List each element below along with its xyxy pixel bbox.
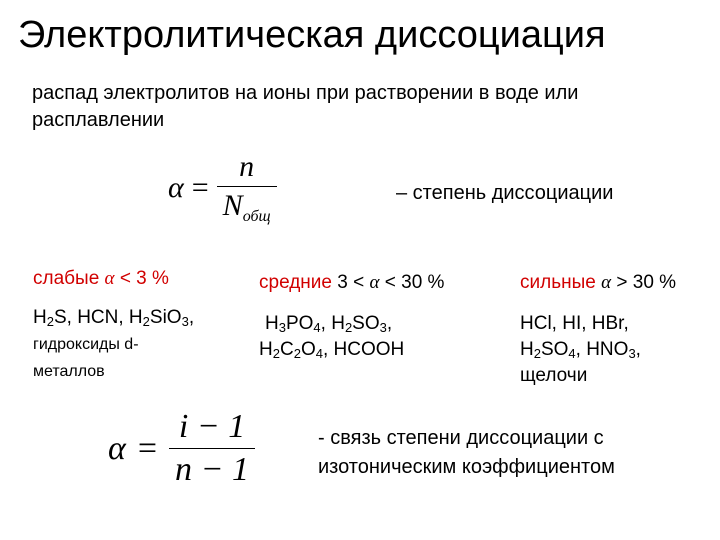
alpha-symbol: α bbox=[168, 171, 184, 204]
relation-text: - связь степени диссоциации с изотоническим коэффициентом bbox=[318, 427, 615, 478]
medium-examples bbox=[259, 311, 404, 363]
strong-examples bbox=[520, 311, 641, 389]
isotonic-formula bbox=[108, 408, 255, 489]
weak-metals: металлов bbox=[33, 363, 105, 380]
medium-formulas-1: $H_3PO_4$, $H_2SO_3$, bbox=[265, 313, 393, 335]
fraction bbox=[169, 408, 255, 489]
equals-sign: = bbox=[191, 171, 209, 204]
page-title: Электролитическая диссоциация bbox=[18, 14, 606, 56]
strong-formulas-2: $H_2SO_4$, $HNO_3$, bbox=[520, 339, 641, 361]
strong-formulas-1: HCl, HI, HBr, bbox=[520, 313, 629, 334]
category-medium: средние 3 < α < 30 % bbox=[259, 272, 445, 293]
alpha-formula bbox=[168, 150, 277, 226]
weak-formulas: $H_2S$, HCN, $H_2SiO_3$, bbox=[33, 307, 195, 329]
dissociation-degree-label: – степень диссоциации bbox=[396, 182, 614, 204]
medium-formulas-2: $H_2C_2O_4$, HCOOH bbox=[259, 339, 405, 361]
denominator: n − 1 bbox=[169, 448, 255, 489]
category-weak: слабые α < 3 % bbox=[33, 268, 169, 289]
category-strong: сильные α > 30 % bbox=[520, 272, 677, 293]
fraction bbox=[217, 150, 277, 226]
numerator: i − 1 bbox=[178, 408, 246, 445]
denominator-subscript: общ bbox=[242, 208, 271, 225]
weak-examples bbox=[33, 305, 194, 385]
denominator: $N_{общ}$ bbox=[217, 186, 277, 226]
definition-text: распад электролитов на ионы при растворении в воде или расплавлении bbox=[32, 82, 579, 131]
weak-hydroxides: гидроксиды d- bbox=[33, 336, 139, 353]
alpha-symbol: α bbox=[108, 429, 126, 467]
numerator: n bbox=[239, 150, 255, 183]
strong-alkalis: щелочи bbox=[520, 365, 588, 386]
equals-sign: = bbox=[137, 429, 158, 467]
